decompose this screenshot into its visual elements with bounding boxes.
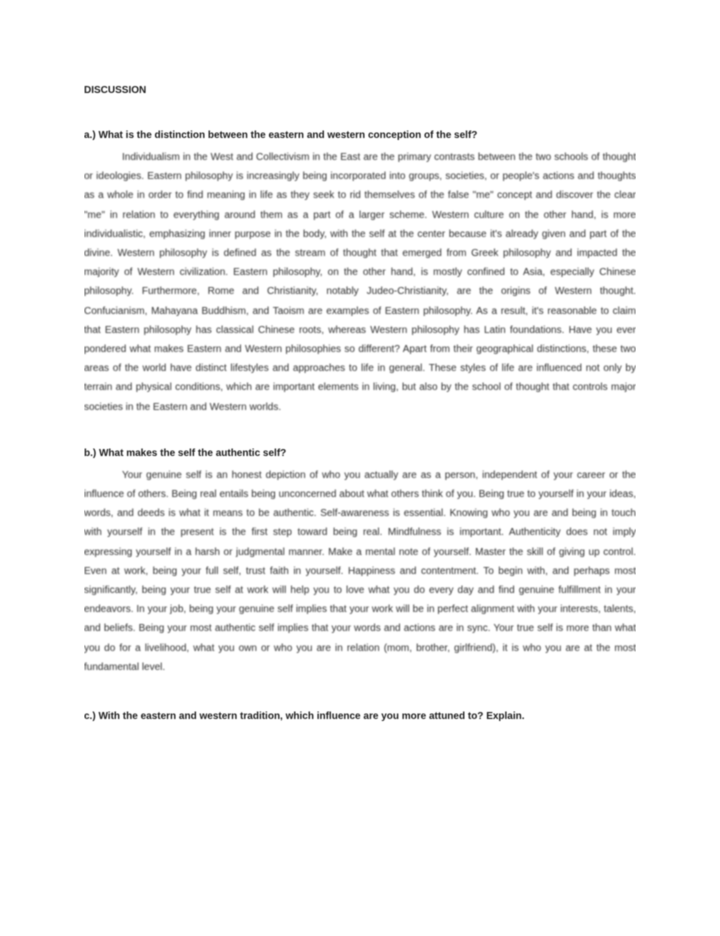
question-c: c.) With the eastern and western tradition, which influence are you more attuned to? Explain. [84,711,525,723]
question-block-a [84,129,636,417]
question-block-c [84,707,636,726]
document-page [84,84,636,904]
question-block-b [84,447,636,677]
answer-a: Individualism in the West and Collectivism in the East are the primary contrasts between the two schools of thought or ideologies. Eastern philosophy is increasingly being incorporated into groups, societies, or people's actions and thoughts as a whole in order to find meaning in life as they seek to rid themselves of the false "me" concept and discover the clear "me" in relation to everything around them as a part of a larger scheme. Western culture on the other hand, is more individualistic, emphasizing inner purpose in the body, with the self at the center because it's already given and part of the divine. Western philosophy is defined as the stream of thought that emerged from Greek philosophy and impacted the majority of Western civilization. Eastern philosophy, on the other hand, is mostly confined to Asia, especially Chinese philosophy. Furthermore, Rome and Christianity, notably Judeo-Christianity, are the origins of Western thought. Confucianism, Mahayana Buddhism, and Taoism are examples of Eastern philosophy. As a result, it's reasonable to claim that Eastern philosophy has classical Chinese roots, whereas Western philosophy has Latin foundations. Have you ever pondered what makes Eastern and Western philosophies so different? Apart from their geographical distinctions, these two areas of the world have distinct lifestyles and approaches to life in general. These styles of life are influenced not only by terrain and physical conditions, which are important elements in living, but also by the school of thought that controls major societies in the Eastern and Western worlds. [84,152,636,413]
question-a: a.) What is the distinction between the eastern and western conception of the self? [84,130,478,141]
answer-b: Your genuine self is an honest depiction of who you actually are as a person, independent of your career or the influence of others. Being real entails being unconcerned about what others think of you. Being true to yourself in your ideas, words, and deeds is what it means to be authentic. Self-awareness is essential. Knowing who you are and being in touch with yourself in the present is the first step toward being real. Mindfulness is important. Authenticity does not imply expressing yourself in a harsh or judgmental manner. Make a mental note of yourself. Master the skill of giving up control. Even at work, being your full self, trust faith in yourself. Happiness and contentment. To begin with, and perhaps most significantly, being your true self at work will help you to love what you do every day and find genuine fulfillment in your endeavors. In your job, being your genuine self implies that your work will be in perfect alignment with your interests, talents, and beliefs. Being your most authentic self implies that your words and actions are in sync. Your true self is more than what you do for a livelihood, what you own or who you are in relation (mom, brother, girlfriend), it is who you are at the most fundamental level. [84,469,636,673]
question-b: b.) What makes the self the authentic self? [84,447,287,459]
section-heading: DISCUSSION [84,85,147,96]
